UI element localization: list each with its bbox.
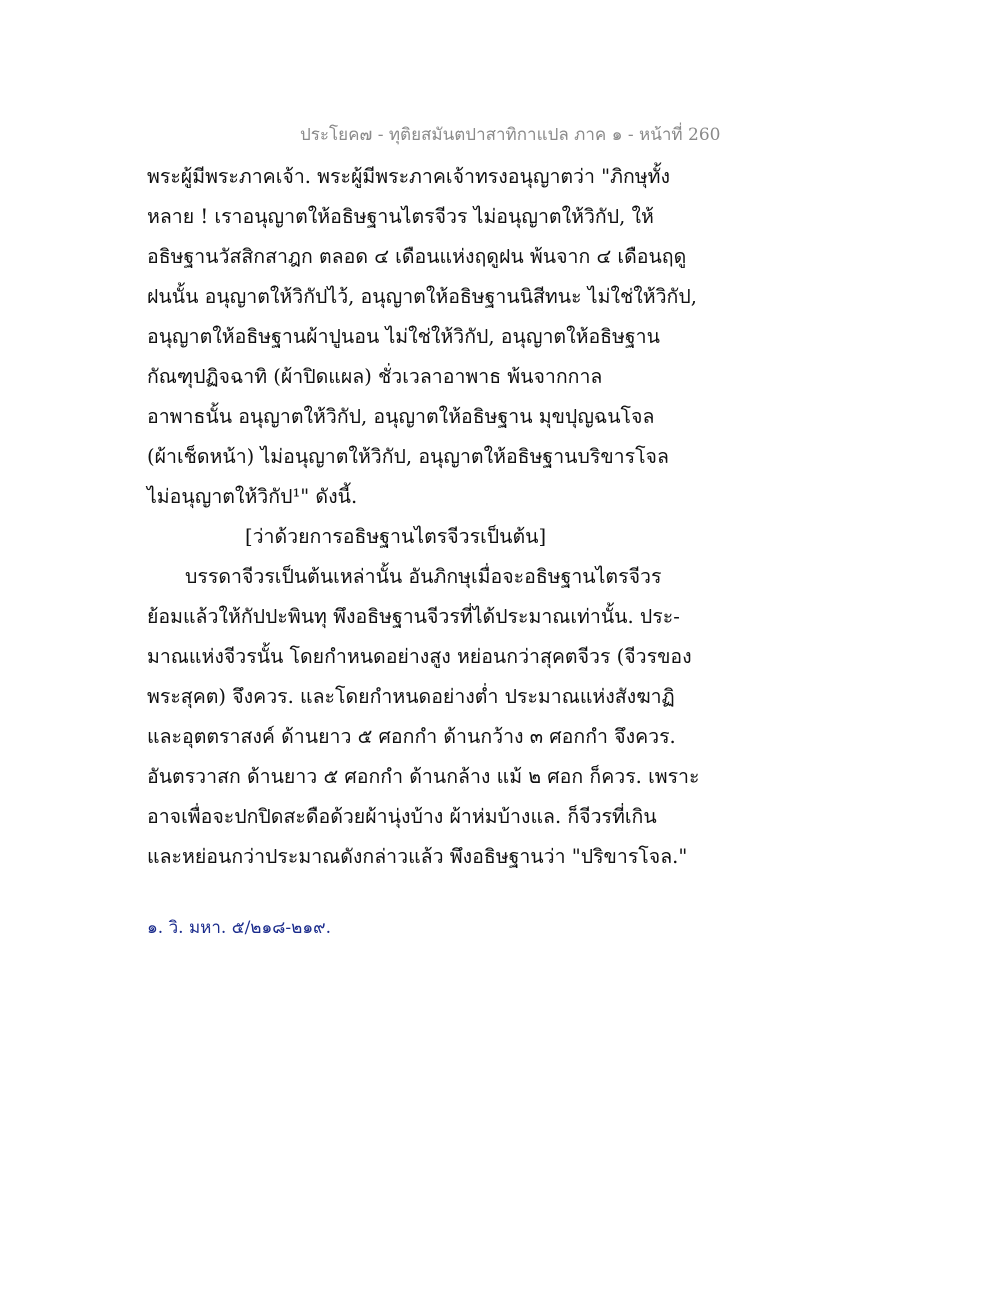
text-line: บรรดาจีวรเป็นต้นเหล่านั้น อันภิกษุเมื่อจะอธิษฐานไตรจีวร — [185, 565, 662, 588]
text-line: กัณฑุปฏิจฉาทิ (ผ้าปิดแผล) ชั่วเวลาอาพาธ พ้นจากกาล — [147, 365, 603, 388]
text-line: มาณแห่งจีวรนั้น โดยกำหนดอย่างสูง หย่อนกว่าสุคตจีวร (จีวรของ — [147, 645, 692, 668]
text-line: พระสุคต) จึงควร. และโดยกำหนดอย่างต่ำ ประมาณแห่งสังฆาฏิ — [147, 685, 675, 708]
body-text — [147, 157, 727, 877]
running-header: ประโยค๗ - ทุติยสมันตปาสาทิกาแปล ภาค ๑ - หน้าที่ 260 — [300, 125, 721, 145]
text-line: อนุญาตให้อธิษฐานผ้าปูนอน ไม่ใช่ให้วิกัป, อนุญาตให้อธิษฐาน — [147, 325, 660, 348]
section-heading: [ว่าด้วยการอธิษฐานไตรจีวรเป็นต้น] — [245, 525, 547, 548]
footnote: ๑. วิ. มหา. ๕/๒๑๘-๒๑๙. — [147, 918, 332, 938]
text-line: ย้อมแล้วให้กัปปะพินทุ พึงอธิษฐานจีวรที่ได้ประมาณเท่านั้น. ประ- — [147, 605, 680, 628]
text-line: อันตรวาสก ด้านยาว ๕ ศอกกำ ด้านกล้าง แม้ ๒ ศอก ก็ควร. เพราะ — [147, 765, 700, 788]
text-line: อธิษฐานวัสสิกสาฎก ตลอด ๔ เดือนแห่งฤดูฝน พ้นจาก ๔ เดือนฤดู — [147, 245, 687, 268]
text-line: ไม่อนุญาตให้วิกัป¹" ดังนี้. — [147, 485, 358, 508]
text-line: และอุตตราสงค์ ด้านยาว ๕ ศอกกำ ด้านกว้าง ๓ ศอกกำ จึงควร. — [147, 725, 676, 748]
text-line: และหย่อนกว่าประมาณดังกล่าวแล้ว พึงอธิษฐานว่า "ปริขารโจล." — [147, 845, 688, 868]
text-line: พระผู้มีพระภาคเจ้า. พระผู้มีพระภาคเจ้าทรงอนุญาตว่า "ภิกษุทั้ง — [147, 165, 671, 188]
text-line: ฝนนั้น อนุญาตให้วิกัปไว้, อนุญาตให้อธิษฐานนิสีทนะ ไม่ใช่ให้วิกัป, — [147, 285, 697, 308]
text-line: (ผ้าเช็ดหน้า) ไม่อนุญาตให้วิกัป, อนุญาตให้อธิษฐานบริขารโจล — [147, 445, 669, 468]
text-line: หลาย ! เราอนุญาตให้อธิษฐานไตรจีวร ไม่อนุญาตให้วิกัป, ให้ — [147, 205, 654, 228]
text-line: อาพาธนั้น อนุญาตให้วิกัป, อนุญาตให้อธิษฐาน มุขปุญฉนโจล — [147, 405, 655, 428]
text-line: อาจเพื่อจะปกปิดสะดือด้วยผ้านุ่งบ้าง ผ้าห่มบ้างแล. ก็จีวรที่เกิน — [147, 805, 657, 828]
